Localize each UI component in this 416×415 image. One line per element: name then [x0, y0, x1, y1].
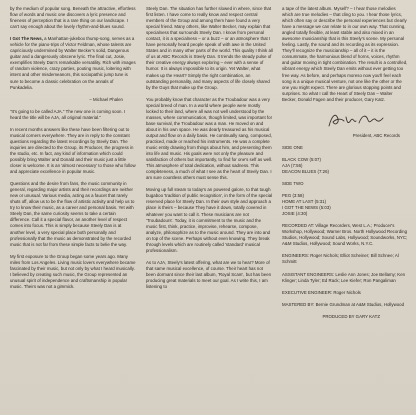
engineer-credits: ENGINEERS: Roger Nichols; Elliot Scheiner; Bill Schnee; Al Schmitt [282, 253, 399, 265]
column-left [10, 6, 137, 296]
paragraph: "It's going to be called AJA." The new one is coming soon. I heard the title will be AJA, all original material." [10, 108, 126, 120]
track-item: DEACON BLUES (7:26) [282, 168, 329, 174]
track-item: BLACK COW (5:07) [282, 156, 321, 162]
paragraph: a tape of the latest album. Myself? – I hear those melodies which are true melodies – that cling to you. I hear those lyrics, which often say or describe the personal experiences but clearly have a message we can relate to in our own way. That cunning, angled totally flexible, at least stable and also mixed in an awesome musicianship that is this Steely's scene. My personal feeling. Lastly, the sound and its recording as its expression. They'll recognize the musicianship – all of it – it is the consummate, the harmonious blend of horns, voices, rhythm and guitar moving in tight combination. The result is a controlled, vibrant energy which Steely Dan emits without ever getting too free way. As before, and perhaps moreso now you'll feel each song is a unique musical venture, not one like the other or the one you might expect. There are glorious stopping points and surprises. So what I call the Heart of Steely Dan – Walter Becker, Donald Fagen and their producer, Gary Katz. [282, 6, 408, 102]
track-item: JOSIE (4:30) [282, 211, 308, 217]
paragraph: Steely Dan. The situation has further slowed in where, since that first listen. I have come to really know and respect central members of the Group and among them have found a very special friend. Many others, like Walter Becker, may explain that specialness that surrounds Steely Dan. I know from personal contact, it is a specialness – or a buzz – or an atmosphere that I have personally heard people speak of with awe in the United States and in many other parts of the world. This quality I think all of us at ABC Records is Steely Dan. It trends the steady pulse of their creative energy always exploring – ever with a sense of humor. It is always impossible to its origin. Yet Walter, what makes up the Heart? Simply the right combination, an outstanding personality, and many aspects of life closely shared by the Guys that make up the Group. [146, 6, 273, 90]
signature-icon [326, 109, 386, 131]
paragraph: by the medium of popular song. Beneath the attractive, effortless flow of words and music one discovers a lyric presence and fineness of perception that is a rare thing on our landscape. I can't say enough about the lovely rhythm-and-blues sound. [10, 6, 136, 30]
producer-credit: PRODUCED BY GARY KATZ [322, 313, 380, 319]
column-middle [146, 6, 273, 296]
executive-engineer-credit: EXECUTIVE ENGINEER: Roger Nichols [282, 289, 361, 295]
track-item: HOME AT LAST (5:31) [282, 199, 327, 205]
paragraph: Questions and the desire from fans, the music community in general, regarding major artists and their recordings are neither new or unusual. Various media, acting as a faucet that rarely shuts off, allow us to be the flow of artistic activity and help us to try to know their music, as a career and personal basis. Yet with Steely Dan, the same curiosity seems to take a certain difference. Call it a special flavor, an another level of respect comes into focus. This is simply because Steely Dan is at another level, a very special place both personally and professionally that the music as demonstrated by the recorded music that is not far from these simple facts to belie the way. [10, 181, 135, 247]
paragraph: My first exposure to the Group began some years ago. Many miles from Los Angeles. Living music lovers everywhere became fascinated by their music, but not only by what I heard musically. I believed by creating such music, the Group represented an unusual spirit of independence and craftsmanship in popular music. Theirs was not a gimmick. [10, 253, 136, 289]
recorded-credits: RECORDED AT: Village Recorders, West L.A.; Producer's Workshop, Hollywood; Warner Bros. North Hollywood Recording Studios, Hollywood; Sound Labs, Hollywood; Soundworks, NYC; A&M Studios, Hollywood; Sound Works, N.Y.C. [282, 223, 408, 247]
track-item: AJA (7:56) [282, 162, 303, 168]
track-item: PEG (3:58) [282, 193, 304, 199]
handwritten-signature [282, 109, 408, 131]
track-item: I GOT THE NEWS (5:03) [282, 205, 331, 211]
side-two-heading: SIDE TWO [282, 180, 304, 186]
track-title-i-got-the-news: I Got The News, [10, 36, 43, 42]
paragraph: As to AJA, Steely's latest offering, what are we to hear? More of that same musical excellence, of course. Their heart has not been dormant since their last album, 'Royal Scam', but has been producing great materials to meet our goal. As I write this, I am listening to [146, 259, 272, 290]
paragraph-track-notes [10, 36, 137, 90]
side-one-tracklist [282, 157, 408, 175]
paragraph: In recent months answers like these have been filtering out to musical corners everywhere. They are in reply to the constant questions regarding the latest recordings by Steely Dan. The inquiries are directed to the Group, its Producer, the progress in the studio, etc. In fact, any kind of information which could possibly bring Walter and Donald and their music just a little closer is welcome. It is an 'almost necessary' to those who follow and appreciate excellence in popular music. [10, 126, 136, 175]
column-right [282, 6, 408, 326]
paragraph: You probably know that character as the Troubadour was a very special breed of man. In a world where people were mostly locked to their land, where all was not well understood by the masses, where communication, though limited, was important for base survival, the Troubadour was a man. He moved on and about in his own space. He was dearly treasured as his musical output and flow on a daily basis. He continually sang, composed, practiced, made or reached his instruments. He was a complete music entity drawing from things about him, and presenting them into life and music. His goals were not only the pleasure and satisfaction of others but importantly, to find for one's self as well. This atmosphere of total dedication, without sadness. This completeness, a much of what I see as the heart of Steely Dan. I am sure countless others must sense this. [146, 96, 273, 181]
signer-title: President, ABC Records [352, 132, 400, 138]
paragraph-text: a Manhattan-jukebox thump-song, serves as a vehicle for the piano-trips of Victor Feldman, whose talents are capriciously undermined by Walter Becker's solid, Dangerous guitar and a dangerously obscene lyric. The final cut, Josie, exemplifies Steely Dan's remarkable versatility. Rich with images of random violence, crazy parties, pouting music, loitering with intent and other misdemeanors, this sociopathic jump tune is sure to become a classic celebration on the annals of Punkadelia. [10, 36, 136, 90]
side-one-heading: SIDE ONE [282, 144, 303, 150]
assistant-engineer-credits: ASSISTANT ENGINEERS: Leslie Ann Jones; Joe Bellamy; Ken Klinger; Linda Tyler; Ed Rack; Lee Kiefer; Ron Pangaliman [282, 271, 406, 283]
attribution: – Michael Phalen [89, 96, 123, 102]
paragraph: Moving up full steam to today's an powered galore, to that tough bugaboo 'tradition of public recognition', in the form of the special reserved place for Steely Dan. In their own style and approach a place is theirs – because They have it down, totally covered in whatever you want to call it. These musicians are not 'Troubadours'. Today, it is commitment to the music and the music first, think, practice, improvise, rehearse, compose, analyze, philosophize as to the music around. They are into and on top of the scene. Perhaps without even knowing. They break through levels which are routinely called 'standard' musical professionalism. [146, 187, 273, 253]
mastering-credit: MASTERED BY: Bernie Grundman at A&M Studios, Hollywood [282, 301, 405, 307]
side-two-tracklist [282, 193, 408, 217]
